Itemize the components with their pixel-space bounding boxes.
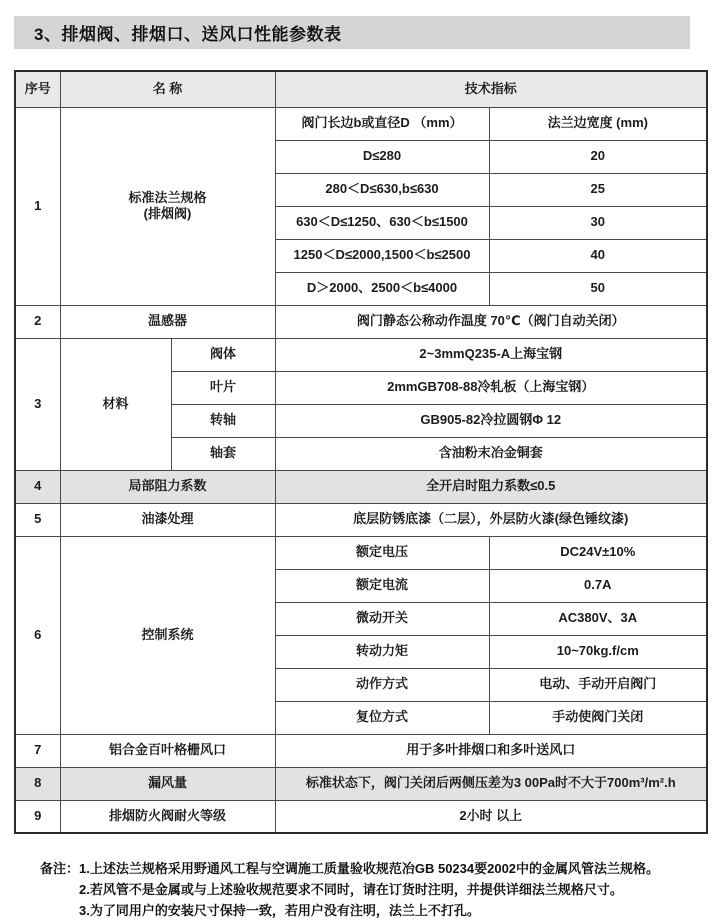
temp-sensor-row: [15, 305, 707, 338]
row4-value-cell: 全开启时阻力系数≤0.5: [275, 470, 707, 503]
remark-item: 3.为了同用户的安装尺寸保持一致，若用户没有注明，法兰上不打孔。: [79, 903, 480, 918]
control-param-cell: 复位方式: [275, 701, 489, 734]
flange-width-cell: 50: [489, 272, 707, 305]
row6-name-cell: 控制系统: [60, 536, 275, 734]
remark-item: 2.若风管不是金属或与上述验收规范要求不同时，请在订货时注明，并提供详细法兰规格尺寸。: [79, 882, 623, 897]
control-value-cell: 10~70kg.f/cm: [489, 635, 707, 668]
flange-condition-cell: 630＜D≤1250、630＜b≤1500: [275, 206, 489, 239]
row9-no-cell: 9: [15, 800, 60, 833]
remark-item: 1.上述法兰规格采用野通风工程与空调施工质量验收规范冶GB 50234要2002中的金属风管法兰规格。: [79, 861, 660, 876]
material-part-cell: 轴套: [171, 437, 275, 470]
remarks-lines: [79, 858, 659, 921]
table-header-row: [15, 71, 707, 107]
row4-no-cell: 4: [15, 470, 60, 503]
row5-value-cell: 底层防锈底漆（二层），外层防火漆(绿色锤纹漆): [275, 503, 707, 536]
control-param-cell: 动作方式: [275, 668, 489, 701]
row2-value-cell: 阀门静态公称动作温度 70℃（阀门自动关闭）: [275, 305, 707, 338]
row5-name-cell: 油漆处理: [60, 503, 275, 536]
row2-name-cell: 温感器: [60, 305, 275, 338]
material-part-cell: 转轴: [171, 404, 275, 437]
row9-name-cell: 排烟防火阀耐火等级: [60, 800, 275, 833]
flange-condition-cell: 280＜D≤630,b≤630: [275, 173, 489, 206]
flange-width-cell: 25: [489, 173, 707, 206]
row3-name-cell: 材料: [60, 338, 171, 470]
flange-name-line2: (排烟阀): [143, 206, 192, 221]
remarks-section: [14, 858, 706, 921]
serial-header-cell: 序号: [15, 71, 60, 107]
remarks-label: 备注：: [40, 861, 80, 876]
row1-name-cell: [60, 107, 275, 305]
performance-parameter-table: [14, 70, 708, 834]
flange-width-cell: 30: [489, 206, 707, 239]
row8-name-cell: 漏风量: [60, 767, 275, 800]
flange-col2-header-cell: 法兰边宽度 (mm): [489, 107, 707, 140]
flange-condition-cell: 1250＜D≤2000,1500＜b≤2500: [275, 239, 489, 272]
tech-header-cell: 技术指标: [275, 71, 707, 107]
material-part-cell: 阀体: [171, 338, 275, 371]
row7-no-cell: 7: [15, 734, 60, 767]
flange-width-cell: 40: [489, 239, 707, 272]
row2-no-cell: 2: [15, 305, 60, 338]
row9-value-cell: 2小时 以上: [275, 800, 707, 833]
control-param-cell: 额定电压: [275, 536, 489, 569]
page-title: 3、排烟阀、排烟口、送风口性能参数表: [14, 16, 690, 49]
control-value-cell: 电动、手动开启阀门: [489, 668, 707, 701]
control-value-cell: DC24V±10%: [489, 536, 707, 569]
row5-no-cell: 5: [15, 503, 60, 536]
control-value-cell: AC380V、3A: [489, 602, 707, 635]
flange-name-line1: 标准法兰规格: [128, 189, 207, 205]
flange-condition-cell: D≤280: [275, 140, 489, 173]
paint-row: [15, 503, 707, 536]
resistance-row: [15, 470, 707, 503]
row8-value-cell: 标准状态下，阀门关闭后两侧压差为3 00Pa时不大于700m³/m².h: [275, 767, 707, 800]
material-row: [15, 338, 707, 371]
control-value-cell: 手动使阀门关闭: [489, 701, 707, 734]
row4-name-cell: 局部阻力系数: [60, 470, 275, 503]
leakage-row: [15, 767, 707, 800]
material-spec-cell: 2~3mmQ235-A上海宝钢: [275, 338, 707, 371]
control-param-cell: 转动力矩: [275, 635, 489, 668]
flange-col1-header-cell: 阀门长边b或直径D （mm）: [275, 107, 489, 140]
row7-value-cell: 用于多叶排烟口和多叶送风口: [275, 734, 707, 767]
material-part-cell: 叶片: [171, 371, 275, 404]
row8-no-cell: 8: [15, 767, 60, 800]
fire-rating-row: [15, 800, 707, 833]
control-param-cell: 微动开关: [275, 602, 489, 635]
flange-subheader-row: [15, 107, 707, 140]
row6-no-cell: 6: [15, 536, 60, 734]
material-spec-cell: 含油粉末冶金铜套: [275, 437, 707, 470]
material-spec-cell: 2mmGB708-88冷轧板（上海宝钢）: [275, 371, 707, 404]
row3-no-cell: 3: [15, 338, 60, 470]
row7-name-cell: 铝合金百叶格栅风口: [60, 734, 275, 767]
louver-row: [15, 734, 707, 767]
flange-condition-cell: D＞2000、2500＜b≤4000: [275, 272, 489, 305]
control-value-cell: 0.7A: [489, 569, 707, 602]
material-spec-cell: GB905-82冷拉圆钢Φ 12: [275, 404, 707, 437]
row1-no-cell: 1: [15, 107, 60, 305]
name-header-cell: 名 称: [60, 71, 275, 107]
control-param-cell: 额定电流: [275, 569, 489, 602]
flange-width-cell: 20: [489, 140, 707, 173]
control-row: [15, 536, 707, 569]
